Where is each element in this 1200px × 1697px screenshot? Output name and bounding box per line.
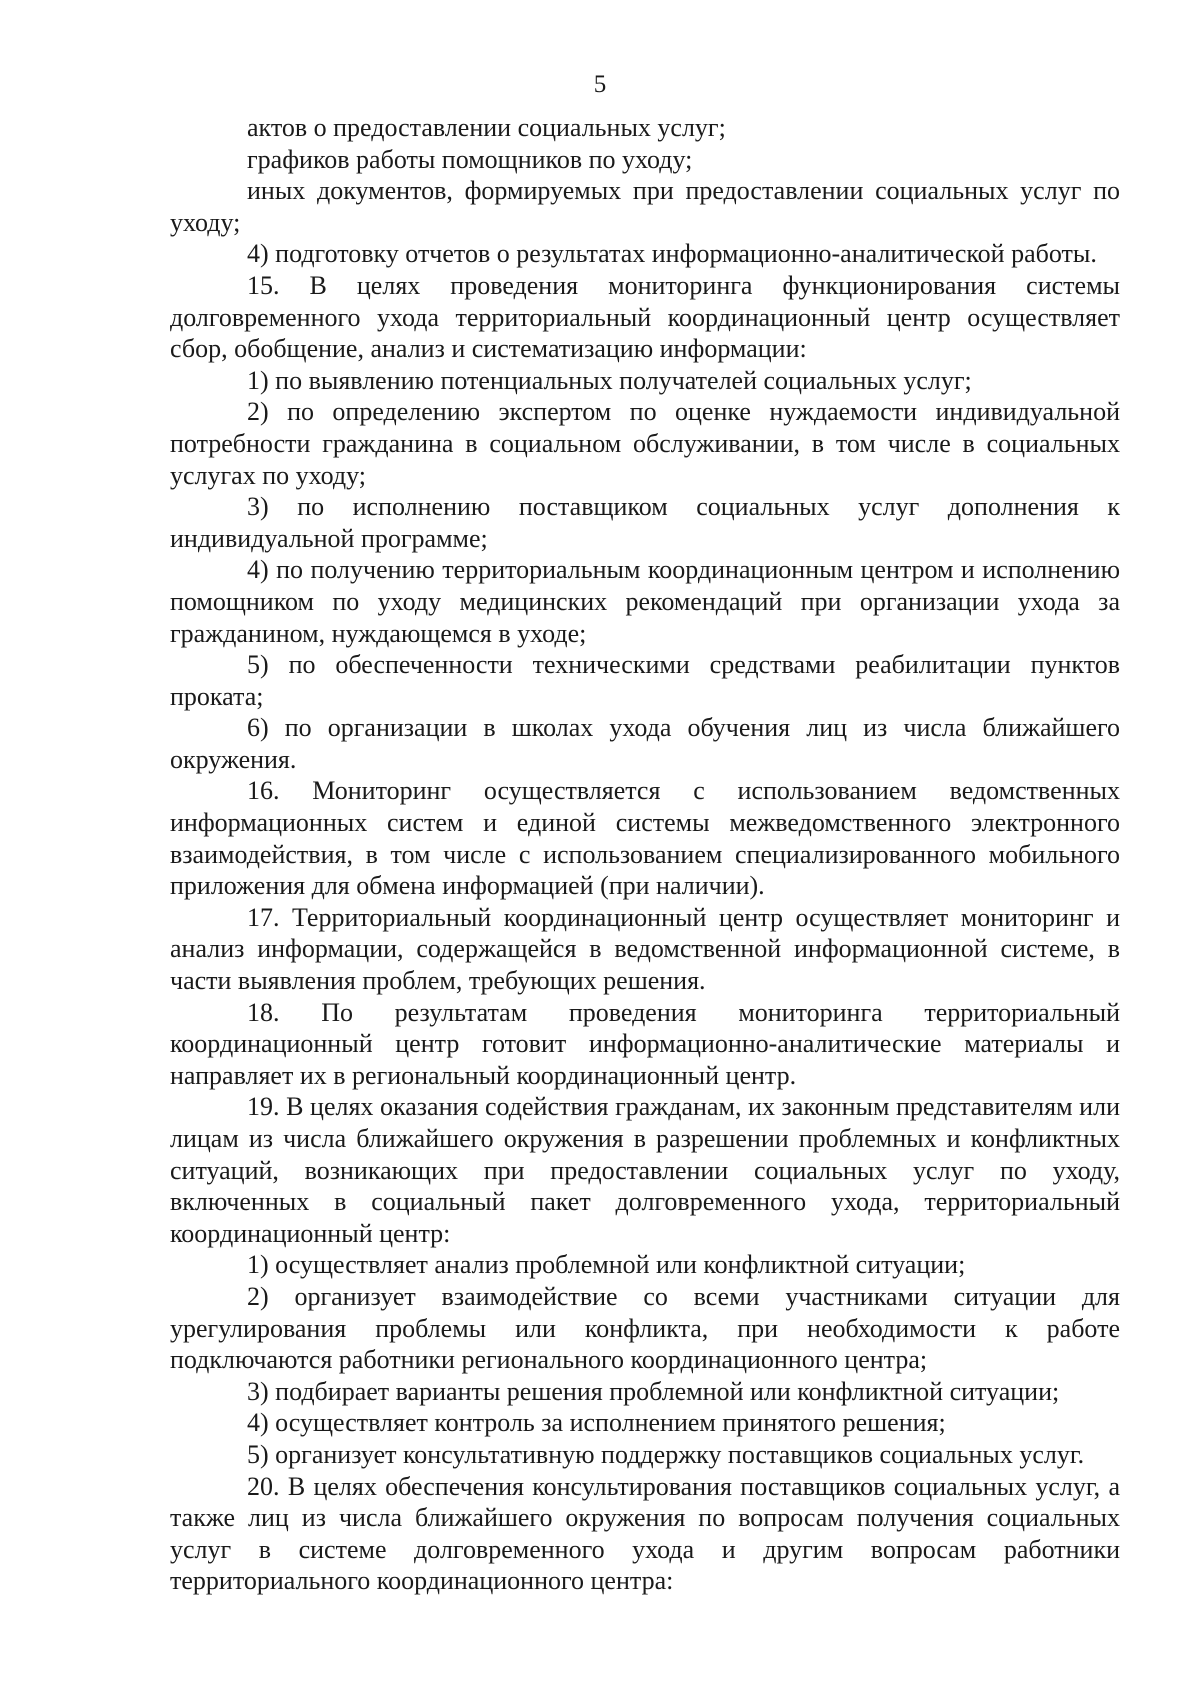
paragraph: 3) по исполнению поставщиком социальных услуг дополнения к индивидуальной программе; xyxy=(170,492,1120,553)
paragraph: 17. Территориальный координационный центр осуществляет мониторинг и анализ информации, содержащейся в ведомственной информационной системе, в части выявления проблем, требующих решения. xyxy=(170,902,1120,996)
paragraph: графиков работы помощников по уходу; xyxy=(247,144,693,174)
paragraph: 5) по обеспеченности техническими средствами реабилитации пунктов проката; xyxy=(170,650,1120,711)
paragraph: 3) подбирает варианты решения проблемной или конфликтной ситуации; xyxy=(247,1376,1060,1406)
paragraph: 15. В целях проведения мониторинга функционирования системы долговременного ухода территориальный координационный центр осуществляет сбор, обобщение, анализ и систематизацию информации: xyxy=(170,270,1120,364)
paragraph: 4) осуществляет контроль за исполнением принятого решения; xyxy=(247,1408,946,1438)
paragraph: актов о предоставлении социальных услуг; xyxy=(247,113,726,142)
paragraph: 18. По результатам проведения мониторинга территориальный координационный центр готовит информационно-аналитические материалы и направляет их в региональный координационный центр. xyxy=(170,997,1120,1090)
paragraph: 2) по определению экспертом по оценке нуждаемости индивидуальной потребности гражданина в социальном обслуживании, в том числе в социальных услугах по уходу; xyxy=(170,397,1120,490)
paragraph: 2) организует взаимодействие со всеми участниками ситуации для урегулирования проблемы или конфликта, при необходимости к работе подключаются работники регионального координационного центра; xyxy=(170,1281,1120,1375)
paragraph: 20. В целях обеспечения консультирования поставщиков социальных услуг, а также лиц из числа ближайшего окружения по вопросам получения социальных услуг в системе долговременного ухода и другим вопросам работники территориального координационного центра: xyxy=(170,1471,1120,1596)
paragraph: 1) по выявлению потенциальных получателей социальных услуг; xyxy=(247,365,972,395)
paragraph: 5) организует консультативную поддержку поставщиков социальных услуг. xyxy=(247,1439,1085,1469)
paragraph: 6) по организации в школах ухода обучения лиц из числа ближайшего окружения. xyxy=(170,713,1120,774)
paragraph: 4) по получению территориальным координационным центром и исполнению помощником по уходу медицинских рекомендаций при организации ухода за гражданином, нуждающемся в уходе; xyxy=(170,555,1120,648)
paragraph: 4) подготовку отчетов о результатах информационно-аналитической работы. xyxy=(247,239,1097,269)
paragraph: 1) осуществляет анализ проблемной или конфликтной ситуации; xyxy=(247,1250,966,1280)
paragraph: 16. Мониторинг осуществляется с использованием ведомственных информационных систем и единой системы межведомственного электронного взаимодействия, в том числе с использованием специализированного мобильного приложения для обмена информацией (при наличии). xyxy=(170,776,1120,901)
paragraph: иных документов, формируемых при предоставлении социальных услуг по уходу; xyxy=(170,176,1120,237)
document-body xyxy=(170,112,1120,1597)
paragraph: 19. В целях оказания содействия гражданам, их законным представителям или лицам из числа ближайшего окружения в разрешении проблемных и конфликтных ситуаций, возникающих при предоставлении социальных услуг по уходу, включенных в социальный пакет долговременного ухода, территориальный координационный центр: xyxy=(170,1092,1120,1248)
page-number: 5 xyxy=(593,71,607,98)
